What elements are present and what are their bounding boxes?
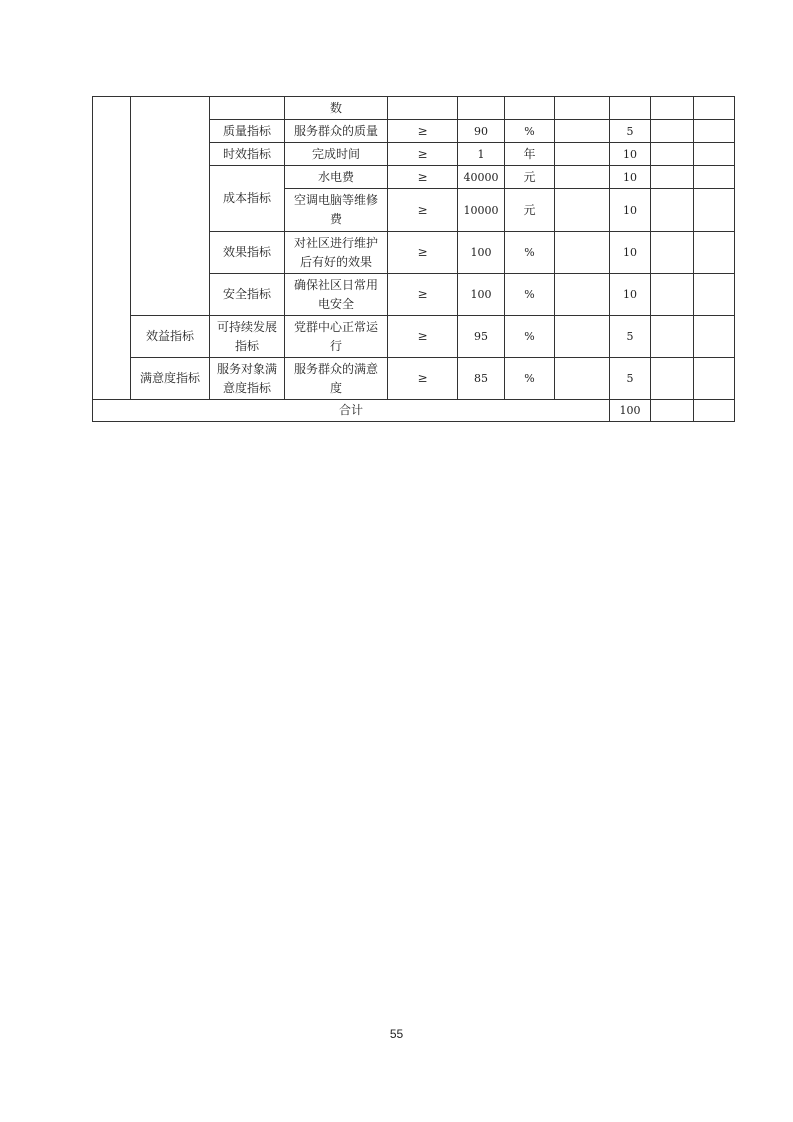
table-cell [555, 358, 610, 400]
table-cell [555, 143, 610, 166]
table-cell [555, 166, 610, 189]
table-cell: % [505, 232, 555, 274]
table-cell: 10 [610, 143, 651, 166]
table-cell: 元 [505, 189, 555, 232]
table-cell [555, 97, 610, 120]
table-cell [651, 166, 694, 189]
table-cell: 安全指标 [210, 274, 285, 316]
table-cell: 95 [458, 316, 505, 358]
table-cell: 40000 [458, 166, 505, 189]
table-cell: % [505, 120, 555, 143]
table-cell: ≥ [388, 316, 458, 358]
table-cell: 可持续发展指标 [210, 316, 285, 358]
table-cell [651, 120, 694, 143]
table-cell: % [505, 358, 555, 400]
table-cell: ≥ [388, 143, 458, 166]
table-cell [694, 189, 735, 232]
table-cell [131, 97, 210, 316]
table-cell: ≥ [388, 189, 458, 232]
table-cell: 100 [458, 274, 505, 316]
table-cell [505, 97, 555, 120]
table-cell: ≥ [388, 120, 458, 143]
table-cell: 10 [610, 166, 651, 189]
table-cell: 效益指标 [131, 316, 210, 358]
table-cell [651, 316, 694, 358]
table-cell: 效果指标 [210, 232, 285, 274]
table-cell [388, 97, 458, 120]
table-cell: 空调电脑等维修费 [285, 189, 388, 232]
table-cell: 10 [610, 189, 651, 232]
table-cell: 1 [458, 143, 505, 166]
table-cell: 85 [458, 358, 505, 400]
table-cell: 党群中心正常运行 [285, 316, 388, 358]
table-cell: 5 [610, 316, 651, 358]
table-cell [610, 97, 651, 120]
table-cell [694, 274, 735, 316]
table-cell [555, 120, 610, 143]
table-cell: 时效指标 [210, 143, 285, 166]
table-cell: 确保社区日常用电安全 [285, 274, 388, 316]
table-cell [93, 97, 131, 400]
table-cell [555, 316, 610, 358]
table-cell [694, 358, 735, 400]
table-cell: 年 [505, 143, 555, 166]
total-value: 100 [610, 400, 651, 422]
table-cell [694, 97, 735, 120]
table-cell [651, 143, 694, 166]
table-cell: 90 [458, 120, 505, 143]
table-cell [694, 120, 735, 143]
table-cell: 服务群众的质量 [285, 120, 388, 143]
table-cell [694, 316, 735, 358]
table-cell: 服务群众的满意度 [285, 358, 388, 400]
table-cell: 元 [505, 166, 555, 189]
table-cell [210, 97, 285, 120]
table-cell [651, 274, 694, 316]
table-cell: % [505, 274, 555, 316]
table-row [93, 97, 735, 120]
table-cell: ≥ [388, 232, 458, 274]
table-cell [651, 358, 694, 400]
table-cell: % [505, 316, 555, 358]
total-label: 合计 [93, 400, 610, 422]
table-cell [694, 232, 735, 274]
table-cell: 水电费 [285, 166, 388, 189]
table-cell: ≥ [388, 358, 458, 400]
table-cell [694, 400, 735, 422]
table-cell [555, 189, 610, 232]
table-cell: 10 [610, 232, 651, 274]
table-cell: 对社区进行维护后有好的效果 [285, 232, 388, 274]
table-cell: 服务对象满意度指标 [210, 358, 285, 400]
table-cell: 5 [610, 358, 651, 400]
table-cell: ≥ [388, 274, 458, 316]
table-cell [694, 143, 735, 166]
table-row [93, 358, 735, 400]
performance-indicator-table [92, 96, 735, 422]
table-cell [651, 189, 694, 232]
table-cell: 成本指标 [210, 166, 285, 232]
table-cell: 满意度指标 [131, 358, 210, 400]
table-cell: 数 [285, 97, 388, 120]
table-row [93, 316, 735, 358]
table-cell: ≥ [388, 166, 458, 189]
page-number: 55 [389, 1027, 404, 1041]
table-cell [458, 97, 505, 120]
table-cell: 5 [610, 120, 651, 143]
table-cell: 10000 [458, 189, 505, 232]
total-row [93, 400, 735, 422]
table-cell: 10 [610, 274, 651, 316]
table-cell [651, 232, 694, 274]
table-cell [555, 274, 610, 316]
table-cell: 质量指标 [210, 120, 285, 143]
table-cell: 完成时间 [285, 143, 388, 166]
table-cell: 100 [458, 232, 505, 274]
table-cell [555, 232, 610, 274]
table-cell [651, 400, 694, 422]
table-cell [694, 166, 735, 189]
table-cell [651, 97, 694, 120]
